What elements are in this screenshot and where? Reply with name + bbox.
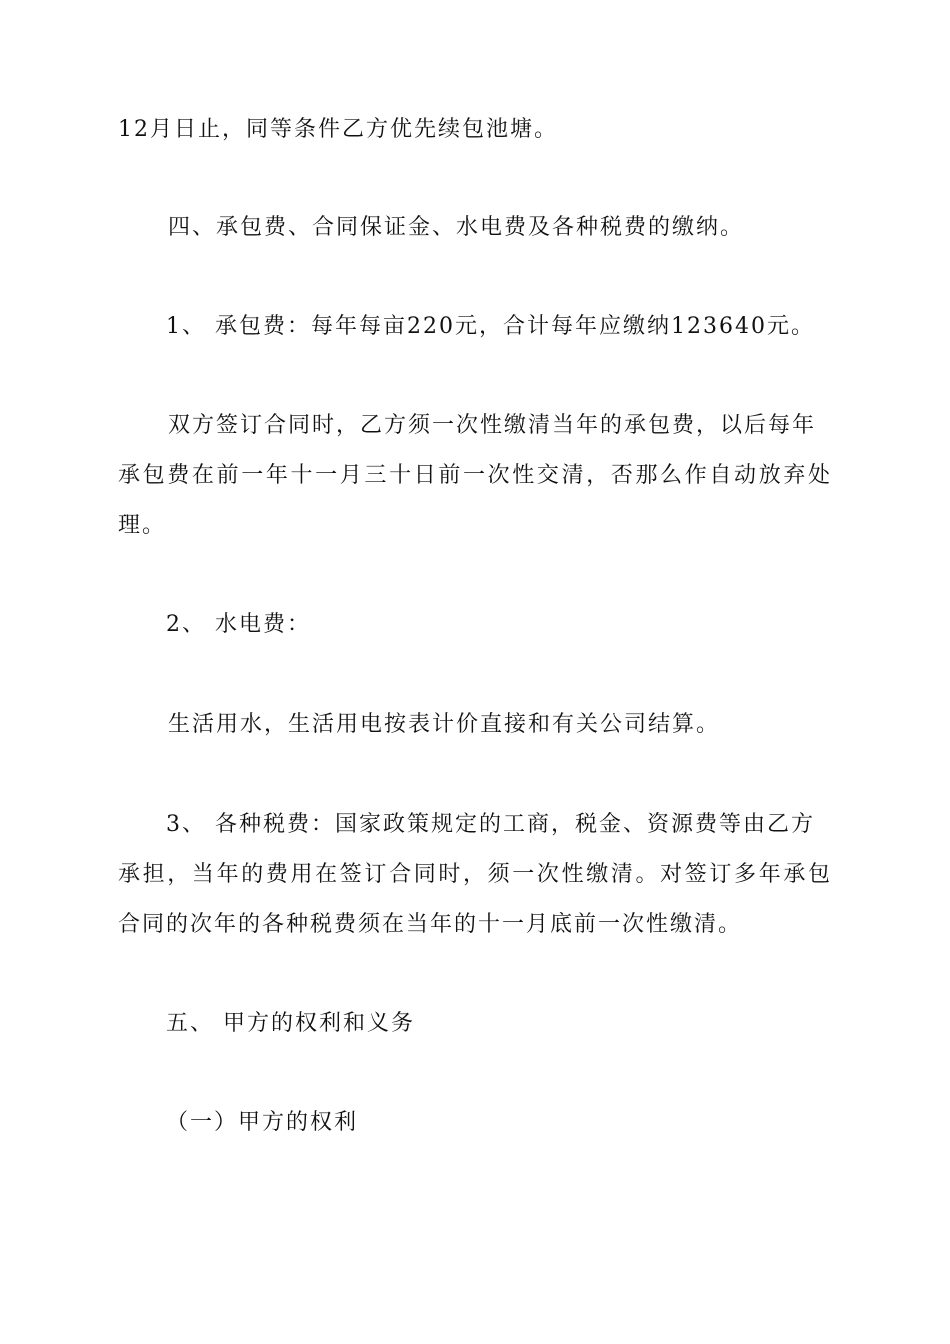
paragraph-line: 承包费在前一年十一月三十日前一次性交清，否那么作自动放弃处 (118, 463, 830, 488)
list-item: 1、 承包费：每年每亩220元，合计每年应缴纳123640元。 (166, 314, 815, 339)
paragraph-line: 理。 (118, 513, 167, 538)
subsection-heading: （一）甲方的权利 (166, 1110, 359, 1135)
list-item: 3、 各种税费：国家政策规定的工商，税金、资源费等由乙方 (166, 812, 815, 837)
paragraph-line: 承担，当年的费用在签订合同时，须一次性缴清。对签订多年承包 (118, 862, 830, 887)
section-heading: 五、 甲方的权利和义务 (166, 1011, 415, 1036)
section-heading: 四、承包费、合同保证金、水电费及各种税费的缴纳。 (168, 215, 745, 240)
paragraph-line: 生活用水，生活用电按表计价直接和有关公司结算。 (168, 712, 721, 737)
paragraph-line: 合同的次年的各种税费须在当年的十一月底前一次性缴清。 (118, 912, 743, 937)
text-line: 12月日止，同等条件乙方优先续包池塘。 (118, 117, 558, 142)
list-item: 2、 水电费： (166, 612, 311, 637)
paragraph-line: 双方签订合同时，乙方须一次性缴清当年的承包费，以后每年 (168, 413, 817, 438)
